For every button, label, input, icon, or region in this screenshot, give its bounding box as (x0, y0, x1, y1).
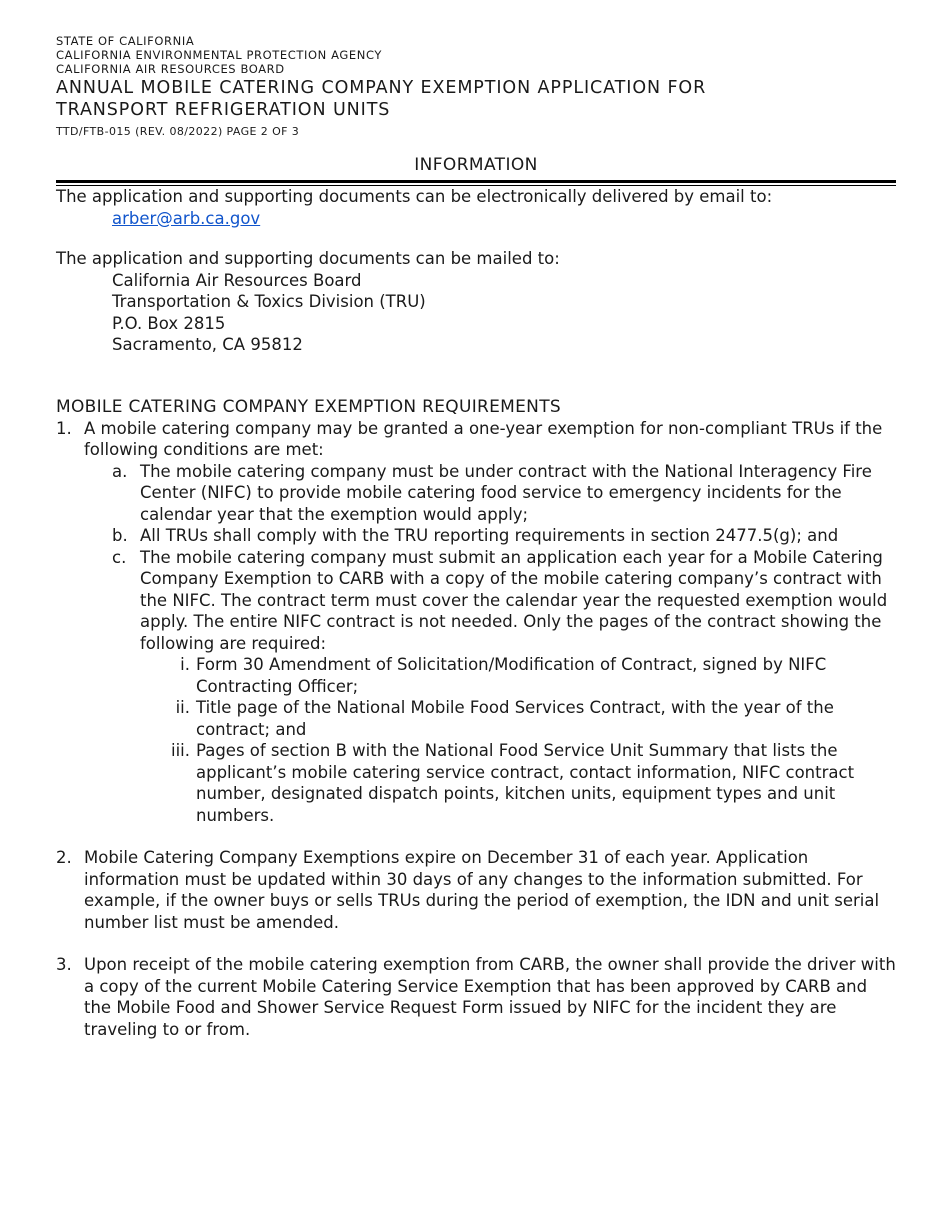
sub-item-text: All TRUs shall comply with the TRU reporting requirements in section 2477.5(g); and (140, 526, 839, 545)
information-body (56, 186, 896, 1040)
requirements-list (56, 418, 896, 1041)
roman-sub-list (140, 654, 896, 826)
roman-list-item (175, 697, 896, 740)
list-marker: 2. (56, 848, 72, 867)
heading-rule-thick (56, 180, 896, 183)
list-marker: 1. (56, 418, 72, 438)
sub-list-item (112, 547, 896, 827)
roman-item-text: Form 30 Amendment of Solicitation/Modification of Contract, signed by NIFC Contracting Officer; (196, 655, 827, 696)
form-header (56, 34, 896, 139)
requirements-heading: MOBILE CATERING COMPANY EXEMPTION REQUIREMENTS (56, 396, 561, 417)
sub-item-text: The mobile catering company must be under contract with the National Interagency Fire Center (NIFC) to provide mobile catering food service to emergency incidents for the calendar year that the exemption would apply; (140, 461, 872, 524)
sub-marker: b. (112, 526, 128, 545)
roman-item-text: Pages of section B with the National Food Service Unit Summary that lists the applicant’s mobile catering service contract, contact information, NIFC contract number, designated dispatch points, kitchen units, equipment types and unit numbers. (196, 741, 855, 825)
address-line: P.O. Box 2815 (112, 313, 226, 333)
agency-label: CALIFORNIA ENVIRONMENTAL PROTECTION AGENCY (56, 48, 383, 62)
information-heading: INFORMATION (414, 155, 538, 175)
email-line (56, 208, 896, 230)
list-item (56, 954, 896, 1040)
address-line: California Air Resources Board (112, 270, 362, 290)
email-intro: The application and supporting documents can be electronically delivered by email to: (56, 187, 773, 206)
form-title-line-1: ANNUAL MOBILE CATERING COMPANY EXEMPTION APPLICATION FOR (56, 78, 707, 98)
address-line: Transportation & Toxics Division (TRU) (112, 292, 426, 311)
address-line: Sacramento, CA 95812 (112, 335, 303, 354)
sub-item-text: The mobile catering company must submit an application each year for a Mobile Catering Company Exemption to CARB with a copy of the mobile catering company’s contract with the NIFC. The contract term must cover the calendar year the requested exemption would apply. The entire NIFC contract is not needed. Only the pages of the contract showing the following are required: (140, 547, 888, 653)
email-link[interactable]: arber@arb.ca.gov (112, 208, 261, 228)
sub-list (84, 461, 896, 827)
roman-item-text: Title page of the National Mobile Food Services Contract, with the year of the contract; and (196, 698, 834, 739)
mail-intro: The application and supporting documents can be mailed to: (56, 249, 560, 268)
list-item (56, 418, 896, 827)
form-id: TTD/FTB-015 (REV. 08/2022) PAGE 2 OF 3 (56, 125, 300, 138)
roman-list-item (180, 654, 896, 697)
roman-marker: iii. (171, 741, 190, 760)
mailing-address (56, 270, 896, 356)
list-item-text: Mobile Catering Company Exemptions expire on December 31 of each year. Application information must be updated within 30 days of any changes to the information submitted. For example, if the owner buys or sells TRUs during the period of exemption, the IDN and unit serial number list must be amended. (84, 848, 880, 932)
list-item (56, 847, 896, 933)
roman-marker: ii. (175, 698, 190, 717)
list-item-text: Upon receipt of the mobile catering exemption from CARB, the owner shall provide the driver with a copy of the current Mobile Catering Service Exemption that has been approved by CARB and the Mobile Food and Shower Service Request Form issued by NIFC for the incident they are traveling to or from. (84, 955, 896, 1039)
roman-marker: i. (180, 655, 190, 674)
list-marker: 3. (56, 955, 72, 974)
state-label: STATE OF CALIFORNIA (56, 34, 195, 48)
list-item-text: A mobile catering company may be granted a one-year exemption for non-compliant TRUs if the following conditions are met: (84, 418, 883, 459)
document-page (56, 34, 896, 1040)
roman-list-item (171, 740, 896, 826)
sub-list-item (112, 461, 896, 526)
board-label: CALIFORNIA AIR RESOURCES BOARD (56, 62, 285, 76)
sub-marker: c. (112, 547, 127, 567)
sub-list-item (112, 525, 896, 547)
form-title-line-2: TRANSPORT REFRIGERATION UNITS (56, 100, 391, 120)
sub-marker: a. (112, 461, 128, 481)
